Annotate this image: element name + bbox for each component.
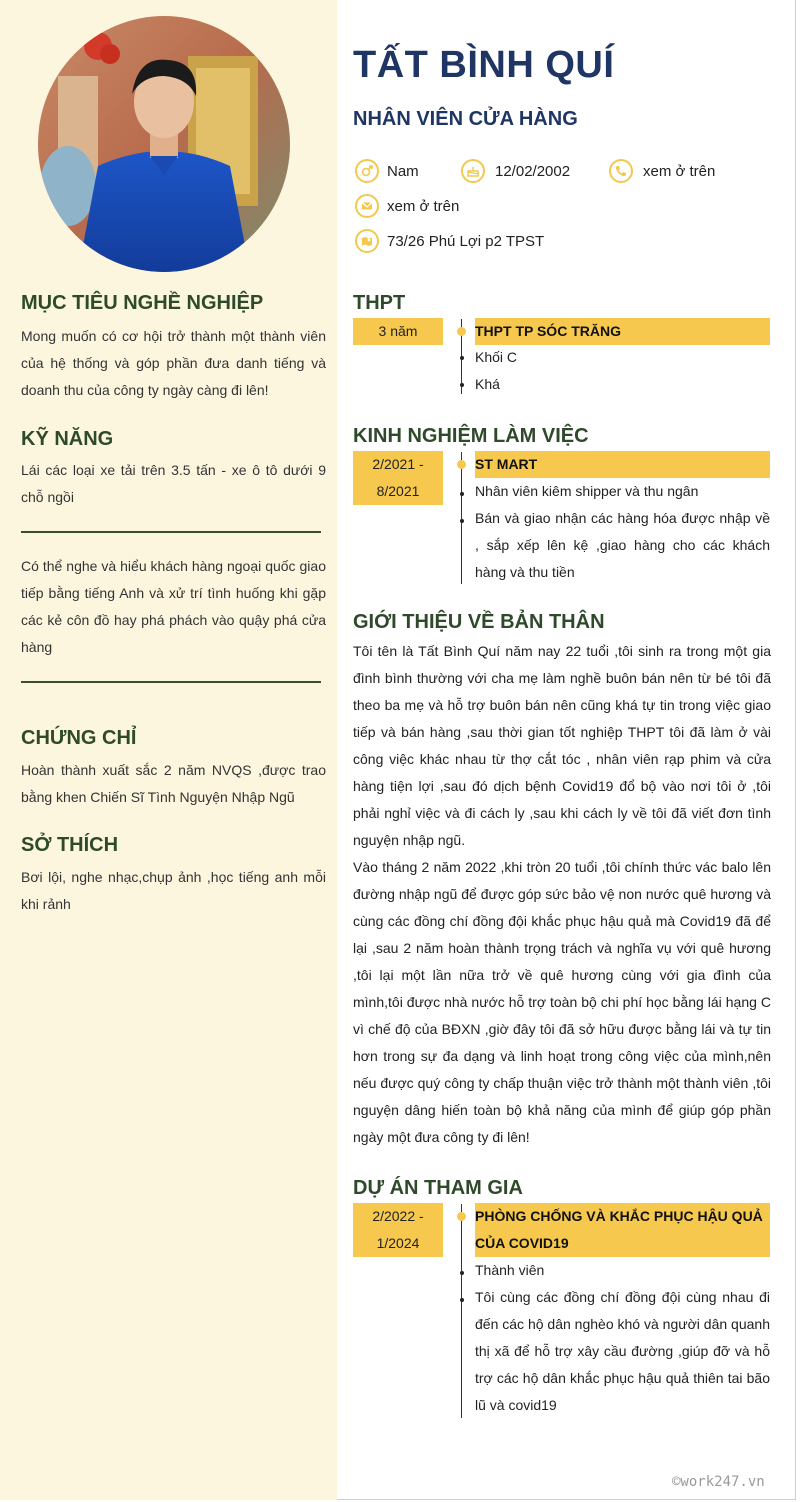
info-birthday [461, 157, 570, 185]
candidate-name: TẤT BÌNH QUÍ [353, 44, 615, 86]
info-email [355, 192, 459, 220]
info-address [355, 227, 544, 255]
experience-date [353, 451, 443, 505]
phone-icon [609, 159, 633, 183]
about-paragraph-2: Vào tháng 2 năm 2022 ,khi tròn 20 tuổi ,tôi chính thức vác balo lên đường nhập ngũ để được góp sức bảo vệ non nước quê hương và cùng các đồng chí đồng đội khắc phục hậu quả mà Covid19 đã để lại ,sau 2 năm hoàn thành trọng trách và nghĩa vụ với quê hương ,tôi lại một lần nữa trở về quê hương cùng với gia đình của mình,tôi được nhà nước hỗ trợ toàn bộ chi phí học bằng lái hạng C vì chế độ của BĐXN ,giờ đây tôi đã sở hữu được bằng lái và tự tin hơn trong sự đa dạng và linh hoạt trong công việc của mình,nên nếu được quý công ty chấp thuận việc trở thành một thành viên ,tôi nguyện dâng hiến toàn bộ khả năng của mình để giúp góp phần ngày một đưa công ty đi lên! [353, 859, 771, 1145]
bullet [460, 519, 464, 523]
skills-text-1: Lái các loại xe tải trên 3.5 tấn - xe ô tô dưới 9 chỗ ngồi [21, 462, 326, 505]
gender-value: Nam [387, 162, 419, 180]
birthday-value: 12/02/2002 [495, 162, 571, 180]
sidebar [0, 0, 337, 1500]
watermark: ©work247.vn [672, 1474, 765, 1490]
about-heading: GIỚI THIỆU VỀ BẢN THÂN [353, 611, 605, 633]
project-item: Thành viên [475, 1262, 545, 1278]
education-date: 3 năm [353, 318, 443, 345]
project-date-start: 2/2022 - [372, 1208, 424, 1224]
timeline-dot [457, 460, 466, 469]
hobbies-heading: SỞ THÍCH [21, 834, 119, 856]
about-paragraph-1: Tôi tên là Tất Bình Quí năm nay 22 tuổi ,tôi sinh ra trong một gia đình bình thường với cha mẹ làm nghề buôn bán nên từ bé tôi đã theo ba mẹ và hỗ trợ buôn bán nên cũng khá tự tin trong việc giao tiếp và bán hàng ,sau thời gian tốt nghiệp THPT tôi đã làm ở vài công việc khác nhau từ thợ cắt tóc , nhân viên rạp phim và cửa hàng tiện lợi ,sau đó dịch bệnh Covid19 đổ bộ vào nơi tôi ở ,tôi phải nghỉ việc và đi cách ly ,sau khi cách ly về tôi đã viết đơn tình nguyện nhập ngũ. [353, 643, 771, 848]
email-value: xem ở trên [387, 197, 460, 215]
experience-heading: KINH NGHIỆM LÀM VIỆC [353, 425, 589, 447]
experience-date-start: 2/2021 - [372, 456, 424, 472]
bullet [460, 383, 464, 387]
hobbies-text: Bơi lội, nghe nhạc,chụp ảnh ,học tiếng anh mỗi khi rảnh [21, 869, 326, 912]
bullet [460, 356, 464, 360]
project-name: PHÒNG CHỐNG VÀ KHẮC PHỤC HẬU QUẢ CỦA COVID19 [475, 1203, 770, 1257]
cake-icon [461, 159, 485, 183]
experience-timeline [461, 452, 462, 584]
education-item: Khá [475, 376, 500, 392]
phone-value: xem ở trên [643, 162, 716, 180]
education-item: Khối C [475, 349, 518, 365]
gender-icon [355, 159, 379, 183]
project-item: Tôi cùng các đồng chí đồng đội cùng nhau đi đến các hộ dân nghèo khó và người dân quanh thị xã để hỗ trợ xây cầu đường ,giúp đỡ và hỗ trợ các hộ dân khắc phục hậu quả thiên tai bão lũ và covid19 [475, 1289, 770, 1413]
address-value: 73/26 Phú Lợi p2 TPST [387, 232, 545, 250]
map-icon [355, 229, 379, 253]
project-timeline [461, 1204, 462, 1418]
experience-date-end: 8/2021 [376, 483, 420, 499]
certificates-text: Hoàn thành xuất sắc 2 năm NVQS ,được trao bằng khen Chiến Sĩ Tình Nguyện Nhập Ngũ [21, 762, 326, 805]
objective-heading: MỤC TIÊU NGHỀ NGHIỆP [21, 292, 264, 314]
timeline-dot [457, 327, 466, 336]
candidate-role: NHÂN VIÊN CỬA HÀNG [353, 108, 578, 130]
projects-heading: DỰ ÁN THAM GIA [353, 1177, 523, 1199]
project-date [353, 1203, 443, 1257]
profile-photo [38, 16, 290, 272]
experience-company: ST MART [475, 451, 770, 478]
bullet [460, 1298, 464, 1302]
bullet [460, 492, 464, 496]
skills-divider [21, 531, 321, 533]
info-phone [609, 157, 715, 185]
skills-divider-2 [21, 681, 321, 683]
experience-item: Nhân viên kiêm shipper và thu ngân [475, 483, 699, 499]
bullet [460, 1271, 464, 1275]
education-school: THPT TP SÓC TRĂNG [475, 318, 770, 345]
skills-heading: KỸ NĂNG [21, 428, 114, 450]
objective-text: Mong muốn có cơ hội trở thành một thành viên của hệ thống và góp phần đưa danh tiếng và doanh thu của công ty ngày càng đi lên! [21, 328, 326, 398]
certificates-heading: CHỨNG CHỈ [21, 727, 137, 749]
timeline-dot [457, 1212, 466, 1221]
experience-item: Bán và giao nhận các hàng hóa được nhập về , sắp xếp lên kệ ,giao hàng cho các khách hàng và thu tiền [475, 510, 770, 580]
skills-text-2: Có thể nghe và hiểu khách hàng ngoại quốc giao tiếp bằng tiếng Anh và xử trí tình huống khi gặp các kẻ côn đồ hay phá phách vào quậy phá cửa hàng [21, 558, 326, 655]
education-heading: THPT [353, 292, 406, 314]
project-date-end: 1/2024 [376, 1235, 420, 1251]
info-gender [355, 157, 419, 185]
envelope-icon [355, 194, 379, 218]
